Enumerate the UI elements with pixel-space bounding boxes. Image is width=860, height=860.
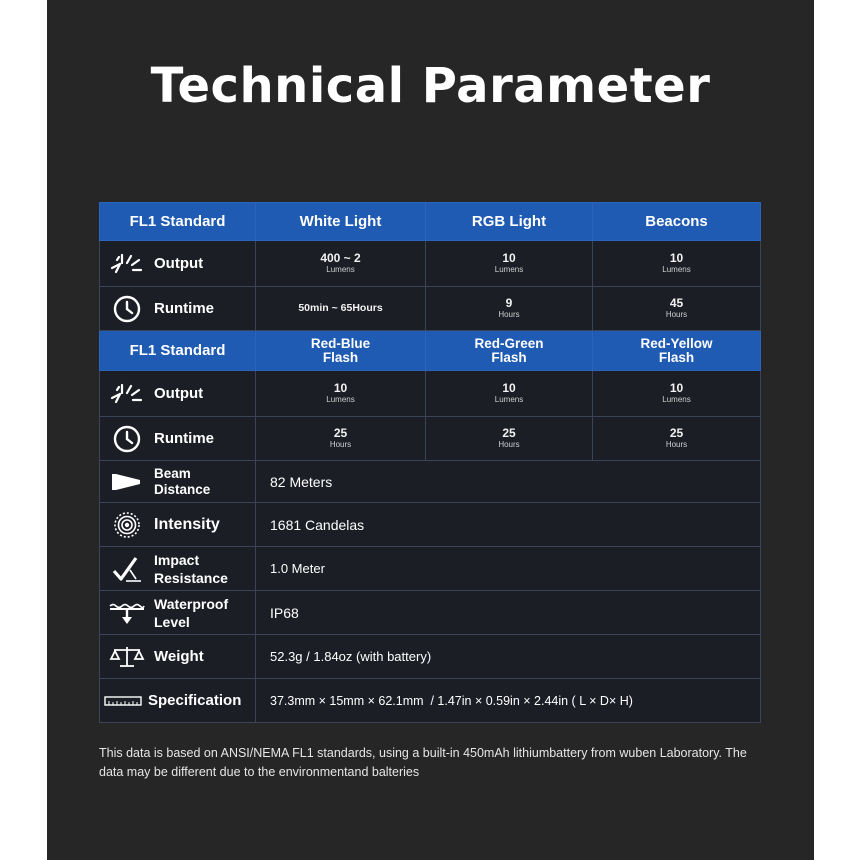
header-cell: Beacons	[593, 203, 761, 241]
table1-runtime-row	[100, 287, 761, 331]
value-cell	[426, 287, 593, 331]
value-cell	[593, 241, 761, 287]
value: 50min ~ 65Hours	[298, 302, 383, 314]
value: 25	[502, 426, 516, 440]
unit: Lumens	[662, 395, 691, 404]
spec-row-weight	[100, 635, 761, 679]
row-label-text: Beam Distance	[154, 465, 211, 497]
table2-output-row	[100, 371, 761, 417]
spec-value: 37.3mm × 15mm × 62.1mm / 1.47in × 0.59in × 2.44in ( L × D× H)	[256, 679, 761, 723]
value: 25	[669, 426, 684, 440]
row-label-text: Intensity	[154, 516, 220, 533]
row-label-text: Output	[154, 385, 204, 402]
output-icon	[108, 381, 146, 407]
spec-row-waterproof	[100, 591, 761, 635]
header-cell: RGB Light	[426, 203, 593, 241]
row-label	[100, 461, 256, 503]
row-label	[100, 417, 256, 461]
header-cell: White Light	[256, 203, 426, 241]
row-label	[100, 635, 256, 679]
waterproof-icon	[108, 600, 146, 626]
unit: Lumens	[494, 395, 524, 404]
value: 9	[505, 296, 513, 310]
ruler-icon	[104, 688, 142, 714]
row-label	[100, 241, 256, 287]
row-label-text: Specification	[148, 692, 242, 709]
spec-value: 52.3g / 1.84oz (with battery)	[256, 635, 761, 679]
table1-header-row	[100, 203, 761, 241]
spec-value: IP68	[256, 591, 761, 635]
row-label-text: Runtime	[154, 300, 214, 317]
row-label-text: Waterproof Level	[154, 595, 229, 630]
row-label	[100, 547, 256, 591]
scale-icon	[108, 644, 146, 670]
row-label-text: Weight	[154, 648, 204, 665]
row-label-text: Runtime	[154, 430, 214, 447]
value: 10	[333, 381, 348, 395]
spec-row-beam	[100, 461, 761, 503]
row-label-text: Impact Resistance	[154, 551, 228, 586]
value-cell	[426, 371, 593, 417]
unit: Hours	[498, 310, 520, 319]
value-cell	[256, 241, 426, 287]
header-cell: Red-Yellow Flash	[593, 331, 761, 371]
page-title: Technical Parameter	[150, 58, 711, 114]
value-cell	[593, 371, 761, 417]
value-cell	[256, 417, 426, 461]
unit: Hours	[665, 440, 688, 449]
row-label-text: Output	[154, 255, 204, 272]
value: 10	[502, 381, 516, 395]
unit: Lumens	[662, 265, 691, 274]
spec-value: 82 Meters	[256, 461, 761, 503]
value-cell	[426, 417, 593, 461]
intensity-icon	[108, 512, 146, 538]
spec-table	[99, 202, 761, 723]
value: 10	[669, 381, 684, 395]
value-cell	[426, 241, 593, 287]
value-cell	[256, 371, 426, 417]
row-label	[100, 591, 256, 635]
clock-icon	[108, 296, 146, 322]
value: 10	[669, 251, 684, 265]
parameter-panel	[47, 0, 814, 860]
spec-value: 1681 Candelas	[256, 503, 761, 547]
impact-icon	[108, 556, 146, 582]
unit: Hours	[498, 440, 520, 449]
spec-row-intensity	[100, 503, 761, 547]
header-cell: FL1 Standard	[100, 331, 256, 371]
clock-icon	[108, 426, 146, 452]
header-cell: Red-Blue Flash	[256, 331, 426, 371]
beam-icon	[108, 469, 146, 495]
table1-output-row	[100, 241, 761, 287]
value: 45	[669, 296, 684, 310]
row-label	[100, 371, 256, 417]
unit: Hours	[665, 310, 688, 319]
value: 10	[502, 251, 516, 265]
footnote: This data is based on ANSI/NEMA FL1 standards, using a built-in 450mAh lithiumbattery from wuben Laboratory. The data may be different due to the environmentand balteries	[99, 746, 747, 779]
unit: Lumens	[494, 265, 524, 274]
unit: Lumens	[326, 265, 355, 274]
value: 25	[333, 426, 348, 440]
header-cell: FL1 Standard	[100, 203, 256, 241]
output-icon	[108, 251, 146, 277]
row-label	[100, 503, 256, 547]
value: 400 ~ 2	[320, 251, 361, 265]
spec-row-specification	[100, 679, 761, 723]
value-cell	[593, 287, 761, 331]
unit: Hours	[329, 440, 352, 449]
unit: Lumens	[326, 395, 355, 404]
row-label	[100, 287, 256, 331]
table2-runtime-row	[100, 417, 761, 461]
header-cell: Red-Green Flash	[426, 331, 593, 371]
value-cell	[593, 417, 761, 461]
table2-header-row	[100, 331, 761, 371]
value-cell	[256, 287, 426, 331]
spec-row-impact	[100, 547, 761, 591]
spec-value: 1.0 Meter	[256, 547, 761, 591]
row-label	[100, 679, 256, 723]
